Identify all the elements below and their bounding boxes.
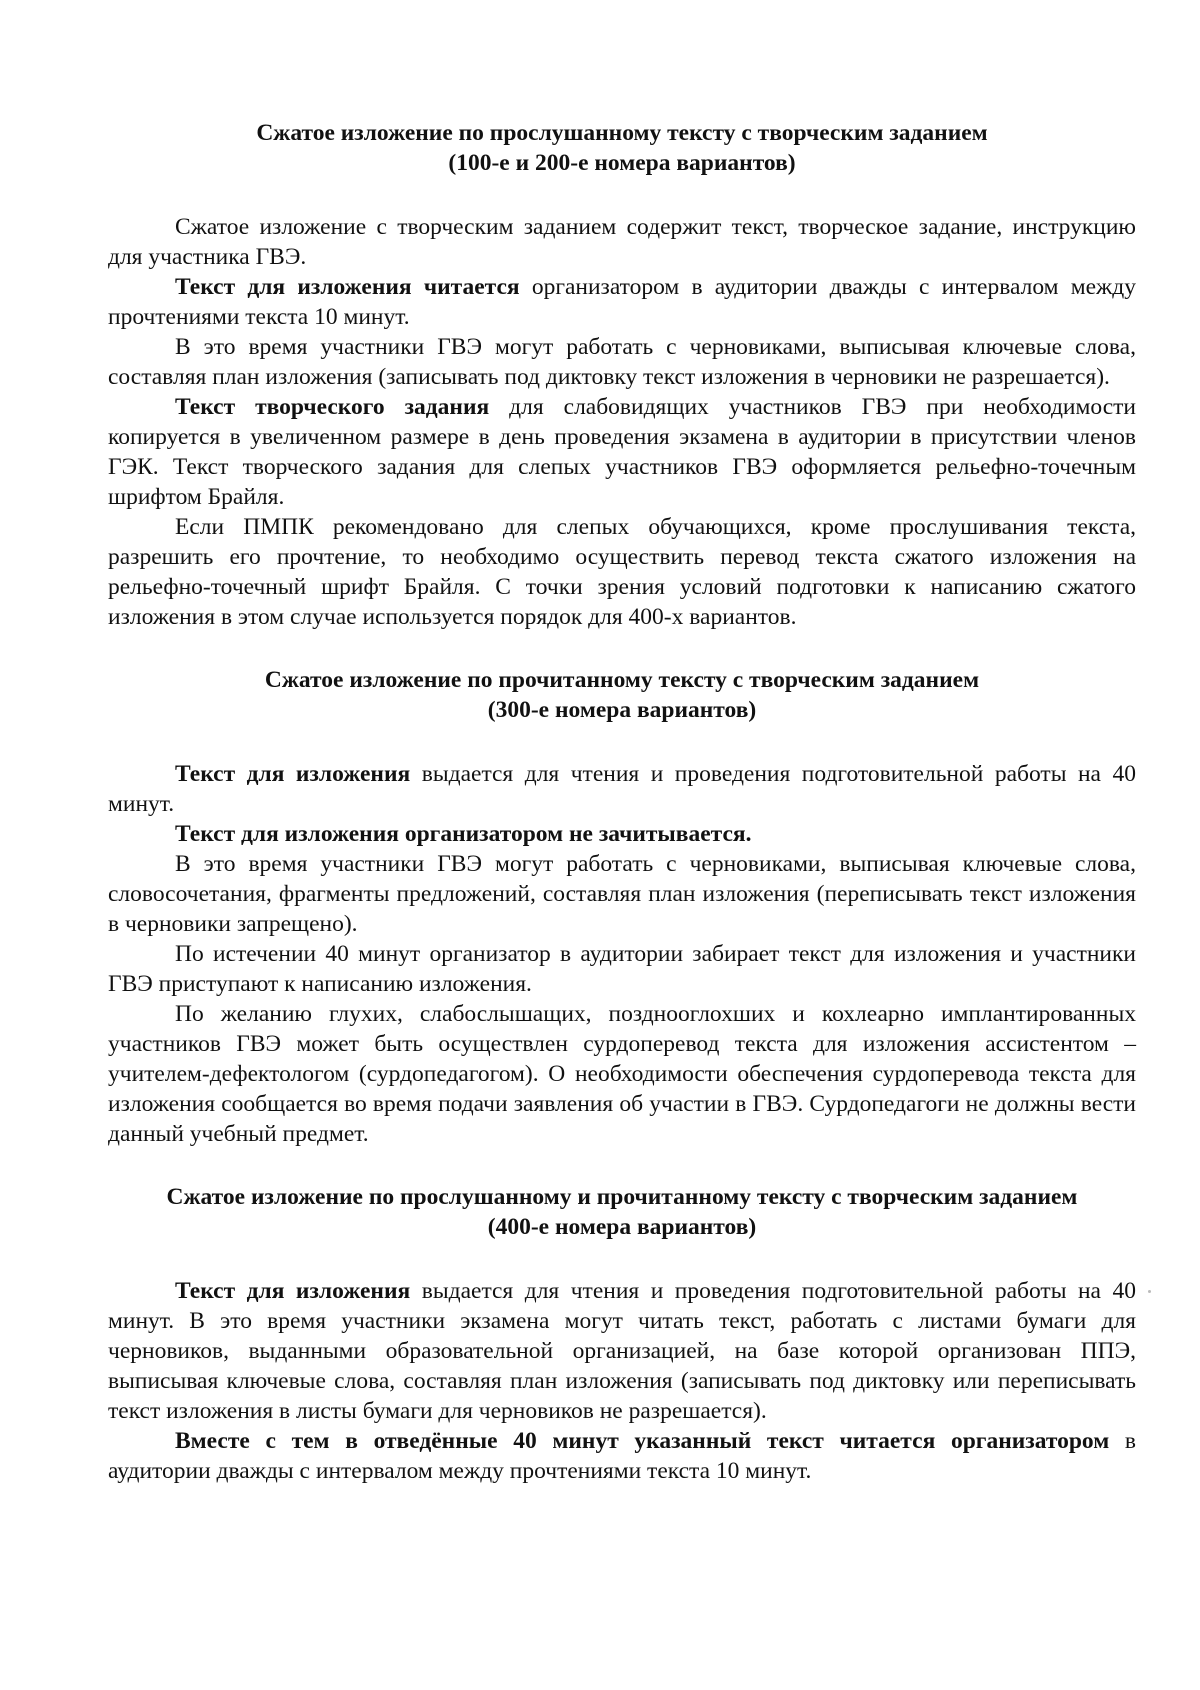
section-1-title: Сжатое изложение по прослушанному тексту с творческим заданием [256, 120, 988, 146]
section-1-heading [108, 118, 1136, 178]
section-3-subtitle: (400-е номера вариантов) [487, 1214, 757, 1240]
section-1-paragraph: Если ПМПК рекомендовано для слепых обучающихся, кроме прослушивания текста, разрешить его прочтение, то необходимо осуществить перевод текста сжатого изложения на рельефно-точечный шрифт Брайля. С точки зрения условий подготовки к написанию сжатого изложения в этом случае используется порядок для 400-х вариантов. [108, 514, 1136, 630]
section-2-paragraph: По истечении 40 минут организатор в аудитории забирает текст для изложения и участники ГВЭ приступают к написанию изложения. [108, 941, 1136, 997]
section-2-paragraph: По желанию глухих, слабослышащих, позднооглохших и кохлеарно имплантированных участников ГВЭ может быть осуществлен сурдоперевод текста для изложения ассистентом – учителем-дефектологом (сурдопедагогом). О необходимости обеспечения сурдоперевода текста для изложения сообщается во время подачи заявления об участии в ГВЭ. Сурдопедагоги не должны вести данный учебный предмет. [108, 1001, 1136, 1147]
document-content [108, 118, 1136, 1486]
section-3-title: Сжатое изложение по прослушанному и прочитанному тексту с творческим заданием [166, 1184, 1078, 1210]
section-2-subtitle: (300-е номера вариантов) [487, 697, 757, 723]
section-2-title: Сжатое изложение по прочитанному тексту с творческим заданием [264, 667, 980, 693]
section-1-paragraph: Сжатое изложение с творческим заданием содержит текст, творческое задание, инструкцию для участника ГВЭ. [108, 214, 1136, 270]
section-2-paragraph: Текст для изложения выдается для чтения и проведения подготовительной работы на 40 минут. [108, 761, 1136, 817]
section-3-paragraph: Текст для изложения выдается для чтения и проведения подготовительной работы на 40 минут. В это время участники экзамена могут читать текст, работать с листами бумаги для черновиков, выданными образовательной организацией, на базе которой организован ППЭ, выписывая ключевые слова, составляя план изложения (записывать под диктовку или переписывать текст изложения в листы бумаги для черновиков не разрешается). [108, 1278, 1136, 1424]
scan-speck [1148, 1290, 1151, 1293]
section-3-paragraph: Вместе с тем в отведённые 40 минут указанный текст читается организатором в аудитории дважды с интервалом между прочтениями текста 10 минут. [108, 1428, 1136, 1484]
section-1-paragraph: Текст творческого задания для слабовидящих участников ГВЭ при необходимости копируется в увеличенном размере в день проведения экзамена в аудитории в присутствии членов ГЭК. Текст творческого задания для слепых участников ГВЭ оформляется рельефно-точечным шрифтом Брайля. [108, 394, 1136, 510]
section-1-subtitle: (100-е и 200-е номера вариантов) [448, 150, 796, 176]
section-1-paragraph: Текст для изложения читается организатором в аудитории дважды с интервалом между прочтениями текста 10 минут. [108, 274, 1136, 330]
section-2-paragraph: Текст для изложения организатором не зачитывается. [175, 821, 752, 847]
section-2-paragraph: В это время участники ГВЭ могут работать с черновиками, выписывая ключевые слова, словосочетания, фрагменты предложений, составляя план изложения (переписывать текст изложения в черновики запрещено). [108, 851, 1136, 937]
section-1-paragraph: В это время участники ГВЭ могут работать с черновиками, выписывая ключевые слова, составляя план изложения (записывать под диктовку текст изложения в черновики не разрешается). [108, 334, 1136, 390]
section-2-heading [108, 665, 1136, 725]
section-3-heading [108, 1182, 1136, 1242]
